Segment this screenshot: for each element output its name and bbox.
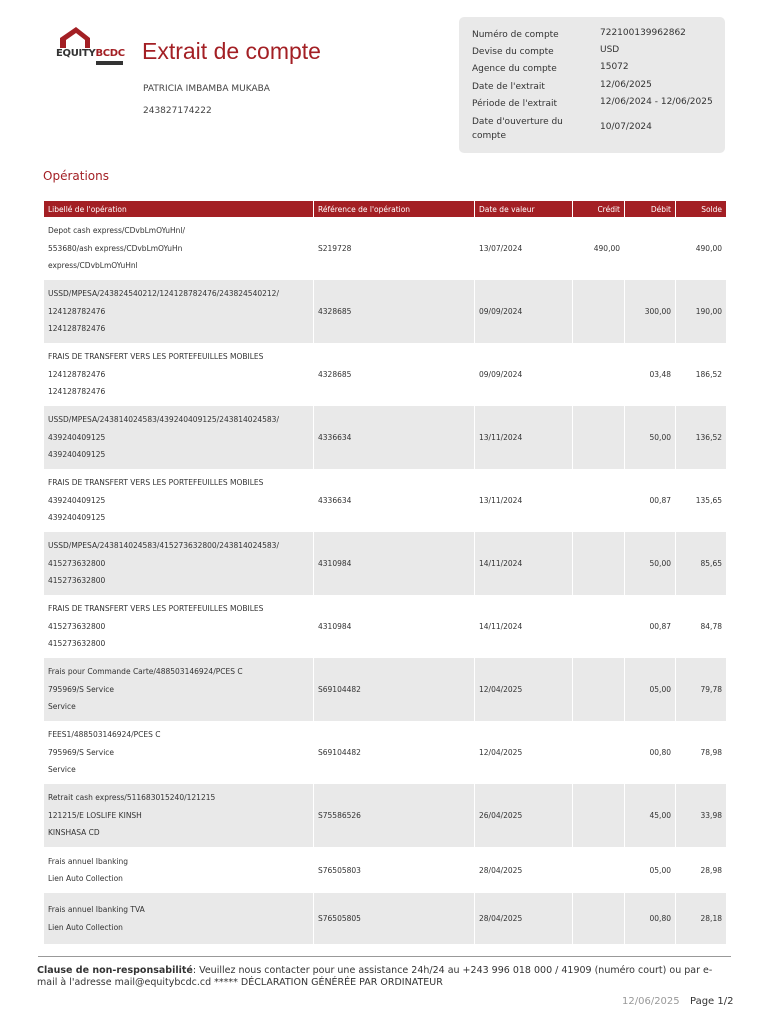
cell-reference: 4310984	[318, 622, 352, 631]
cell-solde: 135,65	[695, 496, 722, 505]
table-row	[44, 893, 726, 944]
cell-debit: 05,00	[649, 865, 671, 875]
cell-solde: 28,18	[676, 893, 726, 944]
info-label: Date d'ouverture du compte	[472, 117, 563, 141]
cell-reference: S75586526	[314, 784, 474, 847]
cell-credit	[573, 595, 624, 658]
cell-date: 28/04/2025	[479, 865, 523, 875]
info-label: Date de l'extrait	[472, 82, 545, 92]
info-value: 12/06/2024 - 12/06/2025	[600, 97, 713, 107]
cell-solde: 490,00	[695, 244, 722, 253]
page-number: Page 1/2	[690, 996, 734, 1007]
cell-solde: 84,78	[700, 622, 722, 631]
cell-libelle: Frais annuel Ibanking TVA Lien Auto Collection	[44, 893, 313, 944]
table-row	[44, 847, 726, 893]
column-header-libelle: Libellé de l'opération	[44, 201, 313, 217]
cell-libelle: USSD/MPESA/243814024583/439240409125/243814024583/ 439240409125 439240409125	[44, 406, 313, 469]
table-row	[44, 595, 726, 658]
cell-date: 14/11/2024	[479, 622, 523, 631]
cell-reference: S69104482	[314, 658, 474, 721]
account-info-box	[459, 17, 725, 153]
cell-debit: 50,00	[625, 532, 675, 595]
cell-debit: 300,00	[625, 280, 675, 343]
cell-date: 26/04/2025	[475, 784, 572, 847]
table-row	[44, 721, 726, 784]
cell-solde: 78,98	[700, 748, 722, 757]
cell-debit: 03,48	[649, 370, 671, 379]
cell-reference: S69104482	[318, 748, 361, 757]
cell-credit	[573, 343, 624, 406]
cell-credit	[573, 893, 624, 944]
cell-reference: 4336634	[314, 406, 474, 469]
info-value: 722100139962862	[600, 28, 686, 38]
cell-date: 14/11/2024	[475, 532, 572, 595]
cell-debit	[625, 217, 675, 280]
cell-credit	[573, 658, 624, 721]
table-row	[44, 532, 726, 595]
cell-date: 13/11/2024	[479, 496, 523, 505]
logo-bar	[96, 61, 123, 65]
info-value: USD	[600, 45, 620, 55]
footer-divider	[38, 956, 731, 957]
cell-libelle: USSD/MPESA/243824540212/124128782476/243824540212/ 124128782476 124128782476	[44, 280, 313, 343]
cell-solde: 186,52	[695, 370, 722, 379]
cell-solde: 79,78	[676, 658, 726, 721]
cell-credit	[573, 721, 624, 784]
cell-reference: S219728	[318, 244, 352, 253]
cell-date: 12/04/2025	[479, 748, 523, 757]
cell-debit: 00,80	[625, 893, 675, 944]
cell-credit	[573, 847, 624, 893]
footer-disclaimer	[37, 965, 731, 989]
cell-libelle: FEES1/488503146924/PCES C 795969/S Service Service	[48, 730, 161, 775]
table-row	[44, 469, 726, 532]
disclaimer-text: : Veuillez nous contacter pour une assistance 24h/24 au +243 996 018 000 / 41909 (numéro court) ou par e-mail à l'adresse mail@equitybcdc.cd ***** DÉCLARATION GÉNÉRÉE PAR ORDINATEUR	[37, 965, 713, 988]
cell-debit: 00,87	[649, 622, 671, 631]
cell-date: 12/04/2025	[475, 658, 572, 721]
cell-solde: 28,98	[700, 865, 722, 875]
cell-date: 13/11/2024	[475, 406, 572, 469]
operations-table	[43, 201, 727, 944]
cell-credit	[573, 784, 624, 847]
equity-bcdc-logo	[56, 24, 126, 68]
house-roof-icon	[56, 24, 126, 50]
cell-credit	[573, 469, 624, 532]
cell-solde: 190,00	[676, 280, 726, 343]
cell-reference: S76505803	[318, 865, 361, 875]
cell-debit: 00,87	[649, 496, 671, 505]
cell-libelle: Frais annuel Ibanking Lien Auto Collection	[48, 856, 129, 883]
cell-debit: 05,00	[625, 658, 675, 721]
cell-solde: 33,98	[676, 784, 726, 847]
client-name: PATRICIA IMBAMBA MUKABA	[143, 84, 270, 94]
cell-libelle: USSD/MPESA/243814024583/415273632800/243814024583/ 415273632800 415273632800	[44, 532, 313, 595]
cell-libelle: FRAIS DE TRANSFERT VERS LES PORTEFEUILLES MOBILES 439240409125 439240409125	[48, 478, 264, 523]
cell-debit: 00,80	[649, 748, 671, 757]
page-title: Extrait de compte	[142, 38, 321, 64]
column-header-debit: Débit	[625, 201, 675, 217]
footer-date: 12/06/2025	[622, 996, 680, 1007]
info-label: Numéro de compte	[472, 30, 559, 40]
cell-libelle: Retrait cash express/511683015240/121215 121215/E LOSLIFE KINSH KINSHASA CD	[44, 784, 313, 847]
cell-credit	[573, 280, 624, 343]
cell-debit: 45,00	[625, 784, 675, 847]
table-header-row	[44, 201, 726, 217]
table-row	[44, 784, 726, 847]
cell-date: 28/04/2025	[475, 893, 572, 944]
cell-reference: 4328685	[318, 370, 352, 379]
cell-debit: 50,00	[625, 406, 675, 469]
cell-date: 09/09/2024	[475, 280, 572, 343]
operations-section-title: Opérations	[43, 169, 109, 183]
table-row	[44, 343, 726, 406]
info-value: 10/07/2024	[600, 122, 652, 132]
info-label: Période de l'extrait	[472, 99, 558, 109]
info-value: 12/06/2025	[600, 80, 652, 90]
column-header-credit: Crédit	[573, 201, 624, 217]
cell-solde: 85,65	[676, 532, 726, 595]
table-row	[44, 280, 726, 343]
cell-credit: 490,00	[593, 244, 620, 253]
column-header-reference: Référence de l'opération	[314, 201, 474, 217]
cell-solde: 136,52	[676, 406, 726, 469]
cell-reference: S76505805	[314, 893, 474, 944]
cell-libelle: Frais pour Commande Carte/488503146924/PCES C 795969/S Service Service	[44, 658, 313, 721]
table-row	[44, 658, 726, 721]
cell-reference: 4336634	[318, 496, 352, 505]
table-row	[44, 406, 726, 469]
cell-date: 09/09/2024	[479, 370, 523, 379]
cell-reference: 4328685	[314, 280, 474, 343]
disclaimer-label: Clause de non-responsabilité	[37, 965, 193, 976]
client-phone: 243827174222	[143, 106, 212, 116]
cell-credit	[573, 406, 624, 469]
cell-libelle: FRAIS DE TRANSFERT VERS LES PORTEFEUILLES MOBILES 415273632800 415273632800	[48, 604, 264, 649]
cell-date: 13/07/2024	[479, 244, 523, 253]
info-label: Agence du compte	[472, 64, 557, 74]
cell-libelle: FRAIS DE TRANSFERT VERS LES PORTEFEUILLES MOBILES 124128782476 124128782476	[48, 352, 264, 397]
table-row	[44, 217, 726, 280]
info-label: Devise du compte	[472, 47, 554, 57]
column-header-date: Date de valeur	[475, 201, 572, 217]
logo-text: EQUITYBCDC	[56, 48, 125, 59]
info-value: 15072	[600, 62, 629, 72]
column-header-solde: Solde	[676, 201, 726, 217]
cell-libelle: Depot cash express/CDvbLmOYuHnl/ 553680/ash express/CDvbLmOYuHn express/CDvbLmOYuHnl	[48, 226, 186, 271]
cell-reference: 4310984	[314, 532, 474, 595]
cell-credit	[573, 532, 624, 595]
